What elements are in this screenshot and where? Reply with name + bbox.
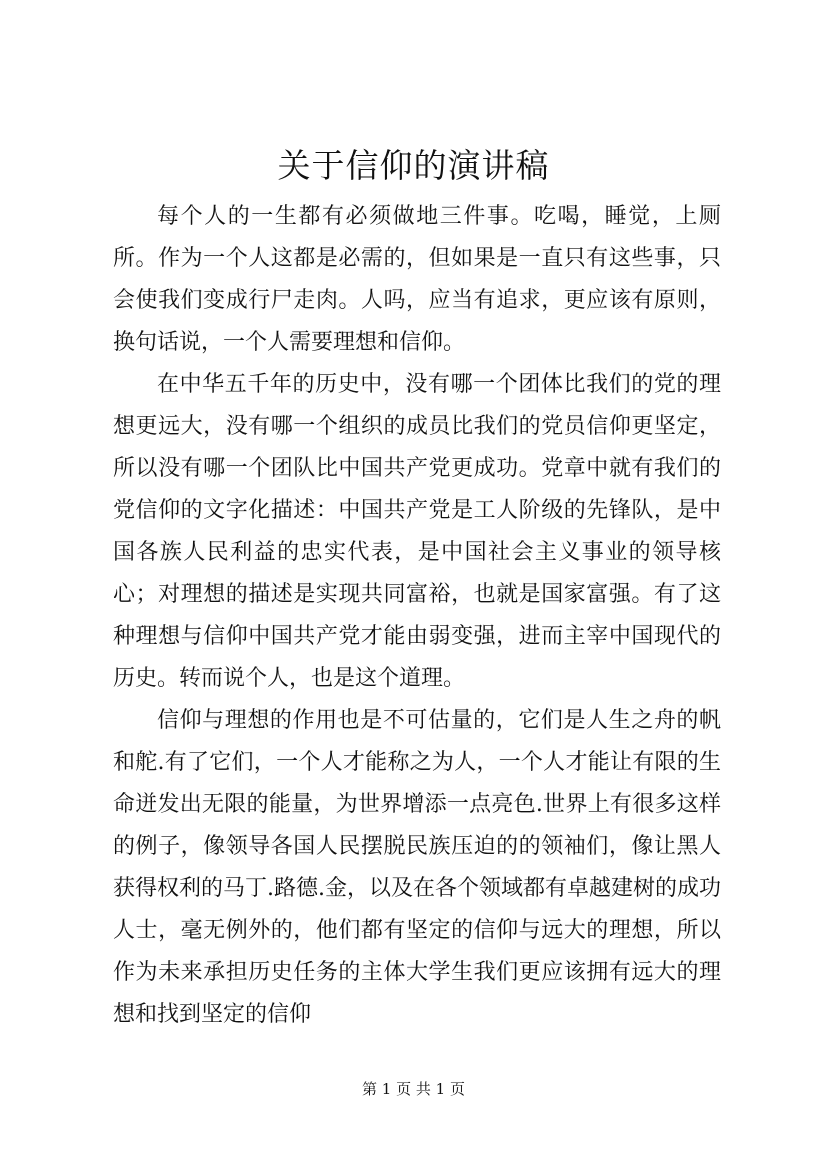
paragraph-3: 信仰与理想的作用也是不可估量的，它们是人生之舟的帆和舵.有了它们，一个人才能称之为人，一个人才能让有限的生命迸发出无限的能量，为世界增添一点亮色.世界上有很多这样的例子，像领导各国人民摆脱民族压迫的的领袖们，像让黑人获得权利的马丁.路德.金，以及在各个领域都有卓越建树的成功人士，毫无例外的，他们都有坚定的信仰与远大的理想，所以作为未来承担历史任务的主体大学生我们更应该拥有远大的理想和找到坚定的信仰	[113, 708, 721, 1027]
paragraph-2: 在中华五千年的历史中，没有哪一个团体比我们的党的理想更远大，没有哪一个组织的成员比我们的党员信仰更坚定，所以没有哪一个团队比中国共产党更成功。党章中就有我们的党信仰的文字化描述：中国共产党是工人阶级的先锋队，是中国各族人民利益的忠实代表，是中国社会主义事业的领导核心；对理想的描述是实现共同富裕，也就是国家富强。有了这种理想与信仰中国共产党才能由弱变强，进而主宰中国现代的历史。转而说个人，也是这个道理。	[113, 372, 721, 691]
page-footer: 第 1 页 共 1 页	[362, 1080, 465, 1098]
paragraph-1: 每个人的一生都有必须做地三件事。吃喝，睡觉，上厕所。作为一个人这都是必需的，但如果是一直只有这些事，只会使我们变成行尸走肉。人吗，应当有追求，更应该有原则，换句话说，一个人需要理想和信仰。	[113, 204, 721, 355]
document-title: 关于信仰的演讲稿	[277, 146, 550, 185]
document-body	[113, 196, 721, 1036]
